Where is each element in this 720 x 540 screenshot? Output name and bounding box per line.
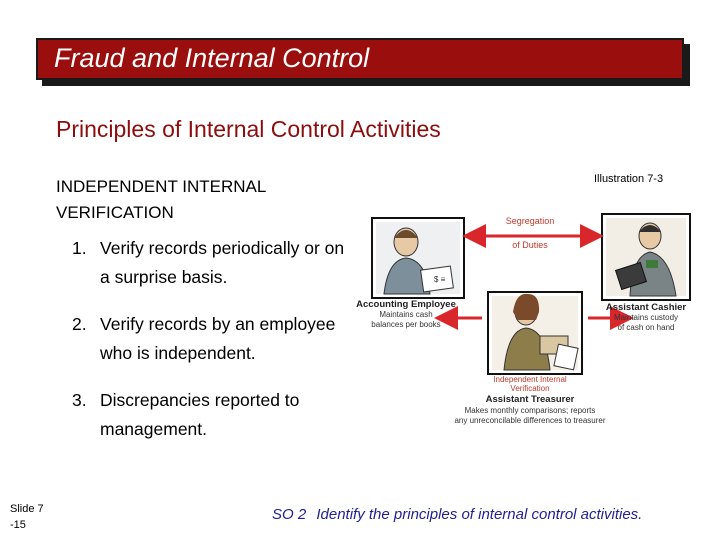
step-text: Verify records periodically or on a surprise basis. bbox=[100, 238, 345, 287]
slide-number bbox=[10, 501, 70, 533]
step-text: Verify records by an employee who is independent. bbox=[100, 314, 336, 363]
svg-text:$ ≡: $ ≡ bbox=[434, 275, 446, 284]
segregation-label-line2: of Duties bbox=[512, 240, 548, 250]
treasurer-subtitle-line1: Independent Internal bbox=[493, 375, 567, 384]
step-number: 2. bbox=[72, 314, 87, 334]
segregation-illustration bbox=[350, 208, 695, 433]
slide-number-line1: Slide 7 bbox=[10, 503, 44, 515]
accounting-employee-desc1: Maintains cash bbox=[379, 310, 433, 319]
assistant-cashier-title: Assistant Cashier bbox=[605, 302, 687, 313]
slide-number-line2: -15 bbox=[10, 519, 26, 531]
study-objective-number: SO 2 bbox=[272, 506, 307, 523]
treasurer-subtitle-line2: Verification bbox=[510, 384, 550, 393]
steps-list bbox=[72, 234, 357, 462]
accounting-employee-desc2: balances per books bbox=[371, 320, 441, 329]
illustration-label: Illustration 7-3 bbox=[594, 173, 664, 185]
section-heading: INDEPENDENT INTERNAL VERIFICATION bbox=[56, 177, 266, 222]
study-objective bbox=[272, 506, 642, 523]
assistant-treasurer-desc1: Makes monthly comparisons; reports bbox=[464, 406, 596, 415]
study-objective-text: Identify the principles of internal control activities. bbox=[316, 506, 643, 523]
accounting-employee-figure bbox=[372, 218, 464, 298]
assistant-treasurer-title: Assistant Treasurer bbox=[485, 394, 575, 405]
assistant-treasurer-desc2: any unreconcilable differences to treasurer bbox=[454, 416, 606, 425]
assistant-cashier-desc2: of cash on hand bbox=[617, 323, 675, 332]
step-number: 3. bbox=[72, 390, 87, 410]
slide-subtitle: Principles of Internal Control Activities bbox=[56, 116, 441, 142]
title-bar bbox=[36, 38, 684, 80]
segregation-label-line1: Segregation bbox=[505, 216, 555, 226]
assistant-cashier-figure bbox=[602, 214, 690, 300]
accounting-employee-title: Accounting Employee bbox=[356, 299, 456, 310]
step-number: 1. bbox=[72, 238, 87, 258]
slide-title: Fraud and Internal Control bbox=[54, 43, 370, 73]
list-item bbox=[72, 234, 357, 292]
assistant-cashier-desc1: Maintains custody bbox=[613, 313, 679, 322]
list-item bbox=[72, 310, 357, 368]
list-item bbox=[72, 386, 357, 444]
step-text: Discrepancies reported to management. bbox=[100, 390, 300, 439]
assistant-treasurer-figure bbox=[488, 292, 582, 374]
